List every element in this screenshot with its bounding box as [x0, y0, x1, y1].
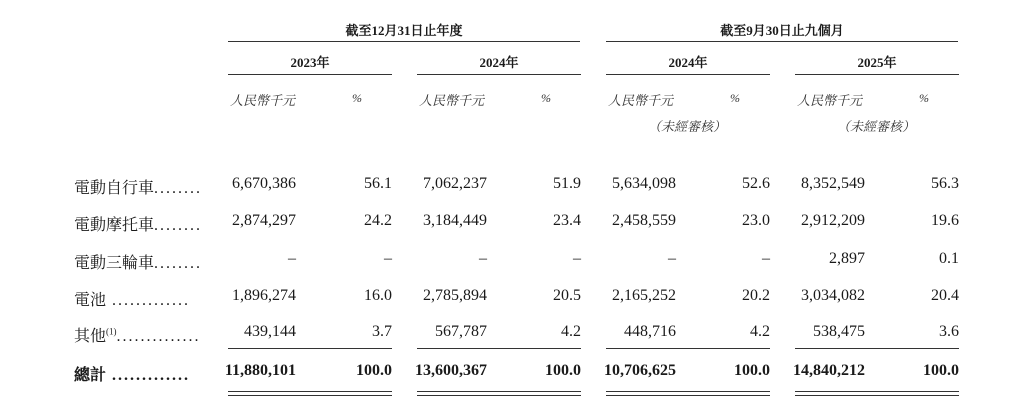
total-value: 13,600,367: [415, 362, 487, 379]
total-double-rule: [417, 395, 581, 396]
amount-cell: 2,458,559: [612, 212, 676, 229]
percent-cell: 4.2: [750, 323, 770, 340]
row-label: 電動自行車........: [74, 180, 203, 197]
percent-label: %: [352, 91, 362, 105]
amount-cell: 567,787: [435, 323, 487, 340]
percent-cell: 51.9: [553, 175, 581, 192]
amount-cell: 2,912,209: [801, 212, 865, 229]
percent-cell: –: [384, 250, 392, 267]
amount-cell: 2,165,252: [612, 287, 676, 304]
total-double-rule: [606, 391, 770, 392]
total-percent: 100.0: [356, 362, 392, 379]
percent-cell: 20.4: [931, 287, 959, 304]
amount-cell: 3,184,449: [423, 212, 487, 229]
percent-cell: –: [762, 250, 770, 267]
total-percent: 100.0: [923, 362, 959, 379]
total-label: 總計 .............: [74, 367, 191, 384]
percent-cell: 23.4: [553, 212, 581, 229]
total-double-rule: [228, 395, 392, 396]
percent-label: %: [919, 91, 929, 105]
percent-cell: 56.3: [931, 175, 959, 192]
row-label: 其他$^{(1)}$..............: [74, 326, 201, 345]
unaudited-label: （未經審核）: [837, 119, 916, 134]
unit-label: 人民幣千元: [230, 93, 296, 108]
unit-label: 人民幣千元: [608, 93, 674, 108]
total-value: 11,880,101: [224, 362, 296, 379]
year-rule-2023: [228, 74, 392, 75]
row-label: 電池 .............: [74, 292, 191, 309]
total-percent: 100.0: [734, 362, 770, 379]
unit-label: 人民幣千元: [419, 93, 485, 108]
unaudited-label: （未經審核）: [648, 119, 727, 134]
percent-cell: 20.5: [553, 287, 581, 304]
percent-label: %: [541, 91, 551, 105]
total-double-rule: [795, 395, 959, 396]
year-rule-2024-9m: [606, 74, 770, 75]
percent-cell: 19.6: [931, 212, 959, 229]
total-percent: 100.0: [545, 362, 581, 379]
amount-cell: –: [288, 250, 296, 267]
amount-cell: –: [479, 250, 487, 267]
percent-cell: 4.2: [561, 323, 581, 340]
subtotal-rule: [795, 348, 959, 349]
percent-cell: 52.6: [742, 175, 770, 192]
year-header-2024-9m: 2024年: [668, 55, 708, 70]
amount-cell: 1,896,274: [232, 287, 296, 304]
period-title-9m: 截至9月30日止九個月: [720, 23, 844, 38]
percent-cell: 3.6: [939, 323, 959, 340]
amount-cell: 448,716: [624, 323, 676, 340]
percent-cell: 20.2: [742, 287, 770, 304]
amount-cell: 2,874,297: [232, 212, 296, 229]
period-rule-9m: [606, 41, 958, 42]
period-title-fy: 截至12月31日止年度: [345, 23, 463, 38]
total-double-rule: [228, 391, 392, 392]
amount-cell: 2,897: [829, 250, 865, 267]
total-double-rule: [606, 395, 770, 396]
percent-cell: 23.0: [742, 212, 770, 229]
amount-cell: 538,475: [813, 323, 865, 340]
subtotal-rule: [606, 348, 770, 349]
unit-label: 人民幣千元: [797, 93, 863, 108]
total-double-rule: [417, 391, 581, 392]
percent-cell: 56.1: [364, 175, 392, 192]
amount-cell: 2,785,894: [423, 287, 487, 304]
subtotal-rule: [417, 348, 581, 349]
amount-cell: 439,144: [244, 323, 296, 340]
amount-cell: 8,352,549: [801, 175, 865, 192]
percent-label: %: [730, 91, 740, 105]
percent-cell: –: [573, 250, 581, 267]
year-header-2025: 2025年: [857, 55, 897, 70]
percent-cell: 24.2: [364, 212, 392, 229]
total-value: 14,840,212: [793, 362, 865, 379]
amount-cell: 6,670,386: [232, 175, 296, 192]
year-header-2023: 2023年: [290, 55, 330, 70]
total-value: 10,706,625: [604, 362, 676, 379]
percent-cell: 16.0: [364, 287, 392, 304]
row-label: 電動三輪車........: [74, 255, 203, 272]
amount-cell: 7,062,237: [423, 175, 487, 192]
percent-cell: 0.1: [939, 250, 959, 267]
amount-cell: 5,634,098: [612, 175, 676, 192]
year-rule-2025: [795, 74, 959, 75]
row-label: 電動摩托車........: [74, 217, 203, 234]
amount-cell: –: [668, 250, 676, 267]
amount-cell: 3,034,082: [801, 287, 865, 304]
percent-cell: 3.7: [372, 323, 392, 340]
period-rule-fy: [228, 41, 580, 42]
total-double-rule: [795, 391, 959, 392]
year-header-2024-fy: 2024年: [479, 55, 519, 70]
footnote-marker: (1): [106, 326, 117, 337]
year-rule-2024-fy: [417, 74, 581, 75]
subtotal-rule: [228, 348, 392, 349]
